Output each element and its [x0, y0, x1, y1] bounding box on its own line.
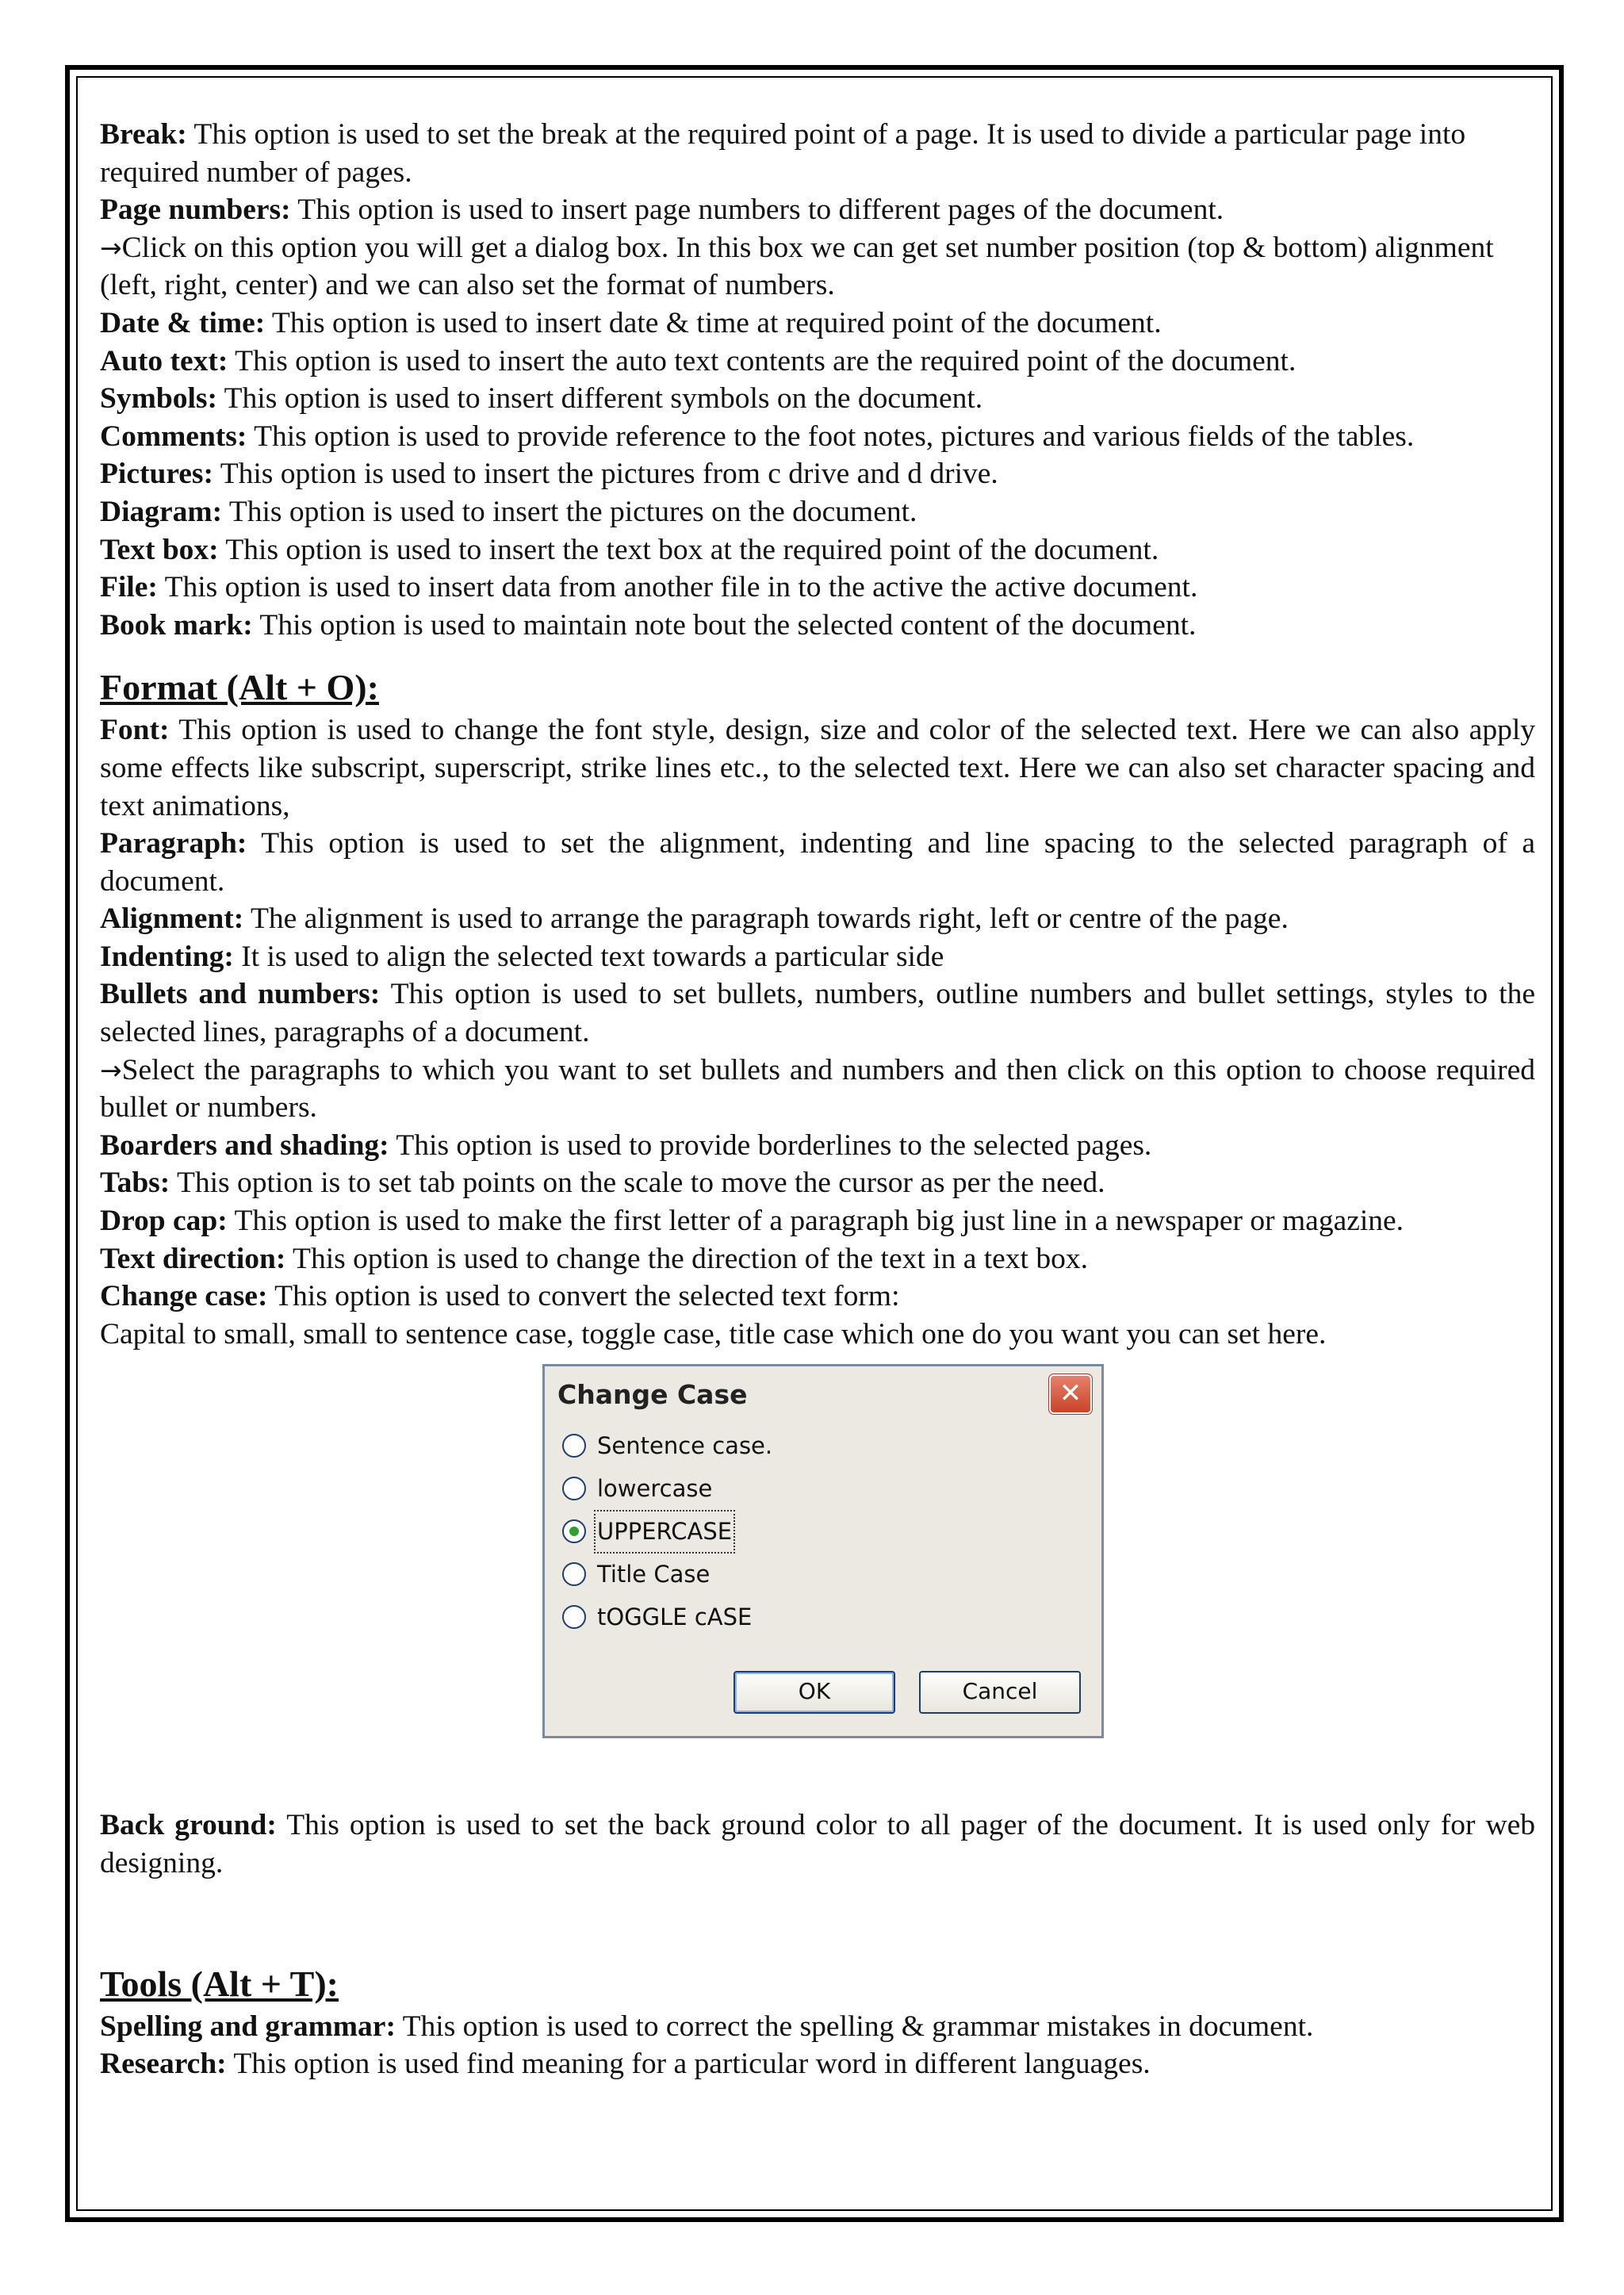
tools-item-spelling-grammar: Spelling and grammar: This option is used to correct the spelling & grammar mistakes in document. — [100, 2010, 1314, 2043]
insert-item-file: File: This option is used to insert data from another file in to the active the active document. — [100, 571, 1198, 604]
format-item-background: Back ground: This option is used to set the back ground color to all pager of the document. It is used only for web designing. — [100, 1809, 1535, 1879]
format-item-change-case: Change case: This option is used to convert the selected text form: — [100, 1280, 900, 1313]
insert-item-symbols: Symbols: This option is used to insert different symbols on the document. — [100, 382, 983, 416]
option-title-case[interactable]: Title Case — [562, 1557, 710, 1592]
insert-item-page-numbers-note: →Click on this option you will get a dialog box. In this box we can get set number position (top & bottom) alignment (left, right, center) and we can also set the format of numbers. — [100, 231, 1494, 302]
format-item-indenting: Indenting: It is used to align the selected text towards a particular side — [100, 940, 944, 973]
format-item-paragraph: Paragraph: This option is used to set the alignment, indenting and line spacing to the selected paragraph of a document. — [100, 827, 1535, 898]
format-item-borders-shading: Boarders and shading: This option is used to provide borderlines to the selected pages. — [100, 1128, 1152, 1162]
format-item-drop-cap: Drop cap: This option is used to make the first letter of a paragraph big just line in a newspaper or magazine. — [100, 1205, 1404, 1238]
radio-icon[interactable] — [562, 1605, 586, 1629]
arrow-icon: → — [100, 232, 122, 263]
tools-heading: Tools (Alt + T): — [100, 1963, 339, 2004]
change-case-figure — [100, 1353, 1535, 1806]
insert-item-break: Break: This option is used to set the break at the required point of a page. It is used to divide a particular page into required number of pages. — [100, 118, 1466, 189]
insert-item-text-box: Text box: This option is used to insert the text box at the required point of the document. — [100, 533, 1159, 566]
option-sentence-case[interactable]: Sentence case. — [562, 1428, 772, 1463]
insert-item-pictures: Pictures: This option is used to insert the pictures from c drive and d drive. — [100, 458, 998, 491]
format-item-tabs: Tabs: This option is to set tab points on the scale to move the cursor as per the need. — [100, 1167, 1105, 1200]
radio-icon[interactable] — [562, 1434, 586, 1458]
insert-item-comments: Comments: This option is used to provide reference to the foot notes, pictures and various fields of the tables. — [100, 420, 1415, 453]
dialog-titlebar — [545, 1366, 1101, 1412]
tools-item-research: Research: This option is used find meaning for a particular word in different languages. — [100, 2048, 1151, 2081]
close-icon[interactable]: ✕ — [1049, 1374, 1092, 1414]
insert-item-diagram: Diagram: This option is used to insert the pictures on the document. — [100, 495, 917, 528]
document-body — [100, 116, 1535, 2083]
dialog-title: Change Case — [557, 1379, 748, 1411]
format-item-bullets-note: →Select the paragraphs to which you want to set bullets and numbers and then click on this option to choose required bullet or numbers. — [100, 1053, 1535, 1125]
format-item-bullets-numbers: Bullets and numbers: This option is used to set bullets, numbers, outline numbers and bullet settings, styles to the selected lines, paragraphs of a document. — [100, 978, 1535, 1049]
insert-item-page-numbers: Page numbers: This option is used to insert page numbers to different pages of the document. — [100, 193, 1224, 227]
radio-icon[interactable] — [562, 1477, 586, 1500]
radio-icon[interactable] — [562, 1562, 586, 1586]
option-lowercase[interactable]: lowercase — [562, 1471, 712, 1506]
format-item-font: Font: This option is used to change the font style, design, size and color of the selected text. Here we can also apply some effects like subscript, superscript, strike lines etc., to the selected text. Here we can also set character spacing and text animations, — [100, 714, 1535, 822]
insert-item-date-time: Date & time: This option is used to insert date & time at required point of the document. — [100, 306, 1162, 339]
format-item-change-case-note: Capital to small, small to sentence case, toggle case, title case which one do you want you can set here. — [100, 1317, 1327, 1351]
option-toggle-case[interactable]: tOGGLE cASE — [562, 1600, 752, 1634]
arrow-icon: → — [100, 1054, 122, 1086]
format-heading: Format (Alt + O): — [100, 667, 379, 708]
radio-selected-icon[interactable] — [562, 1519, 586, 1543]
format-item-alignment: Alignment: The alignment is used to arrange the paragraph towards right, left or centre of the page. — [100, 902, 1289, 936]
insert-item-auto-text: Auto text: This option is used to insert the auto text contents are the required point of the document. — [100, 344, 1297, 377]
cancel-button[interactable]: Cancel — [919, 1671, 1081, 1714]
option-uppercase[interactable]: UPPERCASE — [562, 1514, 732, 1549]
ok-button[interactable]: OK — [733, 1671, 895, 1714]
format-item-text-direction: Text direction: This option is used to change the direction of the text in a text box. — [100, 1242, 1088, 1275]
insert-item-book-mark: Book mark: This option is used to maintain note bout the selected content of the document. — [100, 608, 1197, 642]
change-case-dialog — [542, 1364, 1104, 1738]
